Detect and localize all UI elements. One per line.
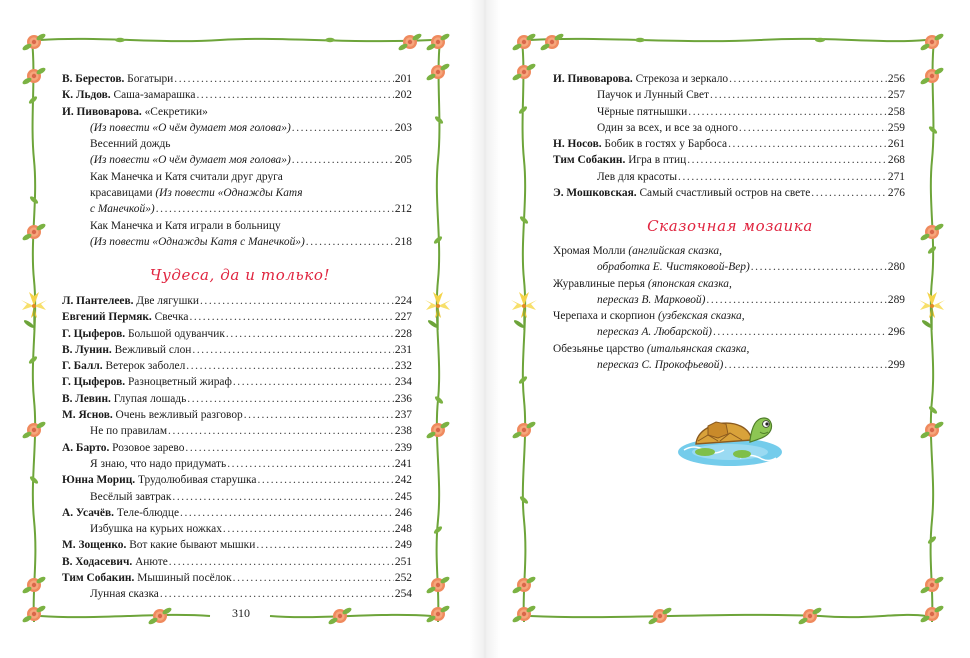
- toc-title: Хромая Молли: [553, 245, 626, 257]
- leader-dots: [186, 358, 394, 374]
- toc-entry[interactable]: [553, 169, 905, 185]
- toc-entry[interactable]: [553, 357, 905, 373]
- leader-dots: [292, 120, 394, 136]
- toc-title: Чёрные пятнышки: [597, 105, 688, 118]
- toc-entry[interactable]: [62, 358, 412, 374]
- toc-author: Юнна Мориц.: [62, 474, 136, 487]
- toc-entry[interactable]: [62, 586, 412, 602]
- leader-dots: [739, 120, 887, 136]
- toc-author: М. Зощенко.: [62, 539, 127, 552]
- leader-dots: [156, 201, 394, 217]
- toc-title: Один за всех, и все за одного: [597, 121, 738, 134]
- toc-entry[interactable]: [553, 292, 905, 308]
- toc-entry[interactable]: [62, 374, 412, 390]
- toc-page: 237: [394, 409, 412, 422]
- toc-entry[interactable]: [62, 554, 412, 570]
- section-title: Чудеса, да и только!: [149, 266, 331, 284]
- toc-page: 268: [887, 154, 905, 167]
- toc-page: 289: [887, 293, 905, 306]
- toc-page: 280: [887, 261, 905, 274]
- leader-dots: [185, 440, 394, 456]
- toc-entry[interactable]: [62, 201, 412, 217]
- toc-title: Не по правилам: [90, 425, 168, 438]
- toc-entry[interactable]: [62, 537, 412, 553]
- leader-dots: [811, 185, 887, 201]
- toc-title: Стрекоза и зеркало: [632, 73, 729, 85]
- toc-author: Э. Мошковская.: [553, 187, 637, 200]
- toc-title: Большой одуванчик: [125, 327, 225, 340]
- toc-left-top: [62, 71, 412, 250]
- toc-page: 224: [394, 295, 412, 307]
- section-title: Сказочная мозаика: [647, 217, 813, 235]
- leader-dots: [710, 87, 887, 103]
- toc-title: Розовое зарево: [109, 441, 185, 454]
- toc-entry[interactable]: [553, 87, 905, 103]
- toc-entry[interactable]: [62, 293, 412, 309]
- toc-title: Бобик в гостях у Барбоса: [601, 138, 728, 151]
- toc-entry[interactable]: [62, 218, 412, 234]
- toc-author: Тим Собакин.: [62, 572, 135, 585]
- toc-left-section: [62, 293, 412, 603]
- toc-page: 296: [887, 326, 905, 339]
- toc-page: 203: [394, 121, 412, 134]
- toc-page: 218: [394, 235, 412, 248]
- toc-title: Как Манечка и Катя играли в больницу: [90, 219, 281, 232]
- leader-dots: [160, 586, 394, 602]
- toc-title: «Секретики»: [141, 105, 208, 118]
- toc-author: В. Левин.: [62, 392, 111, 405]
- toc-note: пересказ А. Любарской): [597, 326, 712, 339]
- toc-author: Н. Носов.: [553, 138, 602, 151]
- toc-author: Тим Собакин.: [553, 154, 626, 167]
- toc-page: 256: [887, 73, 905, 85]
- toc-title: Свечка: [151, 311, 189, 324]
- leader-dots: [189, 309, 393, 325]
- toc-page: 259: [887, 121, 905, 134]
- leader-dots: [223, 521, 394, 537]
- leader-dots: [192, 342, 394, 358]
- toc-page: 238: [394, 425, 412, 438]
- toc-entry[interactable]: [553, 324, 905, 340]
- toc-page: 232: [394, 360, 412, 373]
- leader-dots: [168, 423, 394, 439]
- leader-dots: [688, 104, 887, 120]
- toc-page: 236: [394, 392, 412, 405]
- toc-page: 261: [887, 138, 905, 151]
- leader-dots: [257, 472, 393, 488]
- toc-note: (узбекская сказка,: [655, 310, 745, 323]
- toc-entry[interactable]: [62, 169, 412, 185]
- toc-title: Лунная сказка: [90, 588, 159, 601]
- toc-page: 251: [394, 555, 412, 568]
- toc-title: Самый счастливый остров на свете: [636, 187, 811, 200]
- toc-page: 239: [394, 441, 412, 454]
- toc-note: (Из повести «О чём думает моя голова»): [90, 121, 291, 134]
- toc-entry[interactable]: [62, 87, 412, 103]
- toc-entry[interactable]: [62, 489, 412, 505]
- toc-title: Как Манечка и Катя считали друг друга: [90, 170, 283, 183]
- toc-author: А. Барто.: [62, 441, 110, 454]
- toc-title: Очень вежливый разговор: [112, 409, 243, 422]
- toc-page: 257: [887, 89, 905, 102]
- leader-dots: [724, 357, 887, 373]
- toc-page: 234: [394, 376, 412, 389]
- leader-dots: [227, 456, 394, 472]
- toc-entry[interactable]: [62, 185, 412, 201]
- toc-title: Богатыри: [124, 73, 174, 85]
- toc-page: 228: [394, 327, 412, 340]
- toc-entry[interactable]: [553, 276, 905, 292]
- leader-dots: [172, 489, 394, 505]
- toc-page: 249: [394, 539, 412, 552]
- leader-dots: [187, 391, 394, 407]
- toc-page: 245: [394, 490, 412, 503]
- toc-author: В. Ходасевич.: [62, 555, 133, 568]
- leader-dots: [306, 234, 394, 250]
- toc-entry[interactable]: [62, 472, 412, 488]
- toc-title: красавицами: [90, 187, 153, 200]
- toc-page: 231: [394, 343, 412, 356]
- toc-entry[interactable]: [62, 104, 412, 120]
- toc-entry[interactable]: [553, 71, 905, 87]
- toc-author: К. Льдов.: [62, 89, 111, 102]
- toc-page: 299: [887, 359, 905, 372]
- toc-title: Разноцветный жираф: [125, 376, 232, 389]
- toc-title: Теле-блюдце: [113, 506, 180, 519]
- toc-page: 227: [394, 311, 412, 324]
- toc-page: 258: [887, 105, 905, 118]
- toc-title: Ветерок заболел: [102, 360, 186, 373]
- toc-note: (Из повести «Однажды Катя: [152, 187, 303, 200]
- toc-entry[interactable]: [62, 456, 412, 472]
- toc-note: (итальянская сказка,: [644, 342, 750, 355]
- toc-note: (английская сказка,: [625, 245, 722, 257]
- toc-note: (Из повести «Однажды Катя с Манечкой»): [90, 235, 305, 248]
- toc-right-section: [553, 243, 905, 373]
- toc-entry[interactable]: [62, 71, 412, 87]
- toc-entry[interactable]: [553, 136, 905, 152]
- toc-author: Евгений Пермяк.: [62, 311, 152, 324]
- toc-title: Лев для красоты: [597, 170, 678, 183]
- leader-dots: [169, 554, 394, 570]
- leader-dots: [678, 169, 887, 185]
- toc-note: обработка Е. Чистяковой-Вер): [597, 261, 750, 274]
- toc-entry[interactable]: [62, 234, 412, 250]
- toc-author: М. Яснов.: [62, 409, 113, 422]
- leader-dots: [751, 259, 887, 275]
- leader-dots: [706, 292, 887, 308]
- toc-entry[interactable]: [62, 391, 412, 407]
- leader-dots: [687, 152, 887, 168]
- toc-entry[interactable]: [62, 423, 412, 439]
- leader-dots: [180, 505, 394, 521]
- toc-entry[interactable]: [62, 309, 412, 325]
- toc-entry[interactable]: [553, 341, 905, 357]
- toc-note: (Из повести «О чём думает моя голова»): [90, 154, 291, 167]
- toc-author: В. Берестов.: [62, 73, 125, 85]
- toc-entry[interactable]: [62, 342, 412, 358]
- leader-dots: [244, 407, 394, 423]
- toc-entry[interactable]: [62, 120, 412, 136]
- toc-page: 246: [394, 506, 412, 519]
- toc-title: Анюте: [132, 555, 168, 568]
- toc-entry[interactable]: [62, 136, 412, 152]
- toc-title: Избушка на курьих ножках: [90, 523, 222, 536]
- toc-title: Весенний дождь: [90, 138, 171, 151]
- toc-title: Мышиный посёлок: [134, 572, 232, 585]
- leader-dots: [233, 374, 394, 390]
- toc-entry[interactable]: [62, 440, 412, 456]
- toc-author: И. Пивоварова.: [553, 73, 633, 85]
- toc-title: Трудолюбивая старушка: [135, 474, 257, 487]
- page-number: 310: [232, 606, 250, 620]
- toc-entry[interactable]: [553, 259, 905, 275]
- toc-title: Обезьянье царство: [553, 342, 645, 355]
- toc-page: 252: [394, 572, 412, 585]
- toc-note: пересказ С. Прокофьевой): [597, 359, 724, 372]
- leader-dots: [728, 136, 887, 152]
- toc-title: Вот какие бывают мышки: [126, 539, 256, 552]
- toc-entry[interactable]: [62, 570, 412, 586]
- leader-dots: [713, 324, 887, 340]
- toc-entry[interactable]: [62, 505, 412, 521]
- toc-author: А. Усачёв.: [62, 506, 114, 519]
- toc-page: 241: [394, 457, 412, 470]
- toc-entry[interactable]: [62, 521, 412, 537]
- toc-title: Журавлиные перья: [553, 277, 646, 290]
- toc-author: Г. Балл.: [62, 360, 103, 373]
- toc-page: 205: [394, 154, 412, 167]
- toc-page: 276: [887, 187, 905, 200]
- leader-dots: [292, 152, 394, 168]
- toc-title: Весёлый завтрак: [90, 490, 172, 503]
- toc-page: 254: [394, 588, 412, 601]
- toc-entry[interactable]: [62, 326, 412, 342]
- toc-title: Я знаю, что надо придумать: [90, 457, 227, 470]
- leader-dots: [256, 537, 394, 553]
- toc-page: 202: [394, 89, 412, 102]
- toc-page: 248: [394, 523, 412, 536]
- toc-entry[interactable]: [553, 243, 905, 259]
- toc-entry[interactable]: [62, 152, 412, 168]
- leader-dots: [729, 71, 887, 87]
- toc-entry[interactable]: [553, 185, 905, 201]
- toc-note: пересказ В. Марковой): [597, 293, 706, 306]
- leader-dots: [200, 293, 394, 309]
- toc-title: Саша-замарашка: [110, 89, 196, 102]
- toc-author: Г. Цыферов.: [62, 327, 126, 340]
- turtle-illustration: [678, 418, 782, 466]
- toc-page: 242: [394, 474, 412, 487]
- leader-dots: [233, 570, 394, 586]
- toc-page: 212: [394, 203, 412, 216]
- toc-author: Л. Пантелеев.: [62, 295, 134, 307]
- toc-author: В. Лунин.: [62, 343, 112, 356]
- toc-author: И. Пивоварова.: [62, 105, 142, 118]
- toc-right-top: [553, 71, 905, 201]
- toc-entry[interactable]: [553, 120, 905, 136]
- toc-page: 271: [887, 170, 905, 183]
- toc-title: Вежливый слон: [111, 343, 192, 356]
- toc-title: Глупая лошадь: [110, 392, 187, 405]
- toc-title: Две лягушки: [133, 295, 199, 307]
- leader-dots: [196, 87, 393, 103]
- toc-entry[interactable]: [553, 104, 905, 120]
- toc-title: Игра в птиц: [625, 154, 687, 167]
- toc-title: Черепаха и скорпион: [553, 310, 656, 323]
- toc-author: Г. Цыферов.: [62, 376, 126, 389]
- leader-dots: [226, 326, 394, 342]
- toc-note: с Манечкой»): [90, 203, 155, 216]
- toc-entry[interactable]: [553, 308, 905, 324]
- toc-title: Паучок и Лунный Свет: [597, 89, 710, 102]
- toc-page: 201: [394, 73, 412, 85]
- leader-dots: [174, 71, 394, 87]
- toc-note: (японская сказка,: [645, 277, 732, 290]
- toc-entry[interactable]: [553, 152, 905, 168]
- toc-entry[interactable]: [62, 407, 412, 423]
